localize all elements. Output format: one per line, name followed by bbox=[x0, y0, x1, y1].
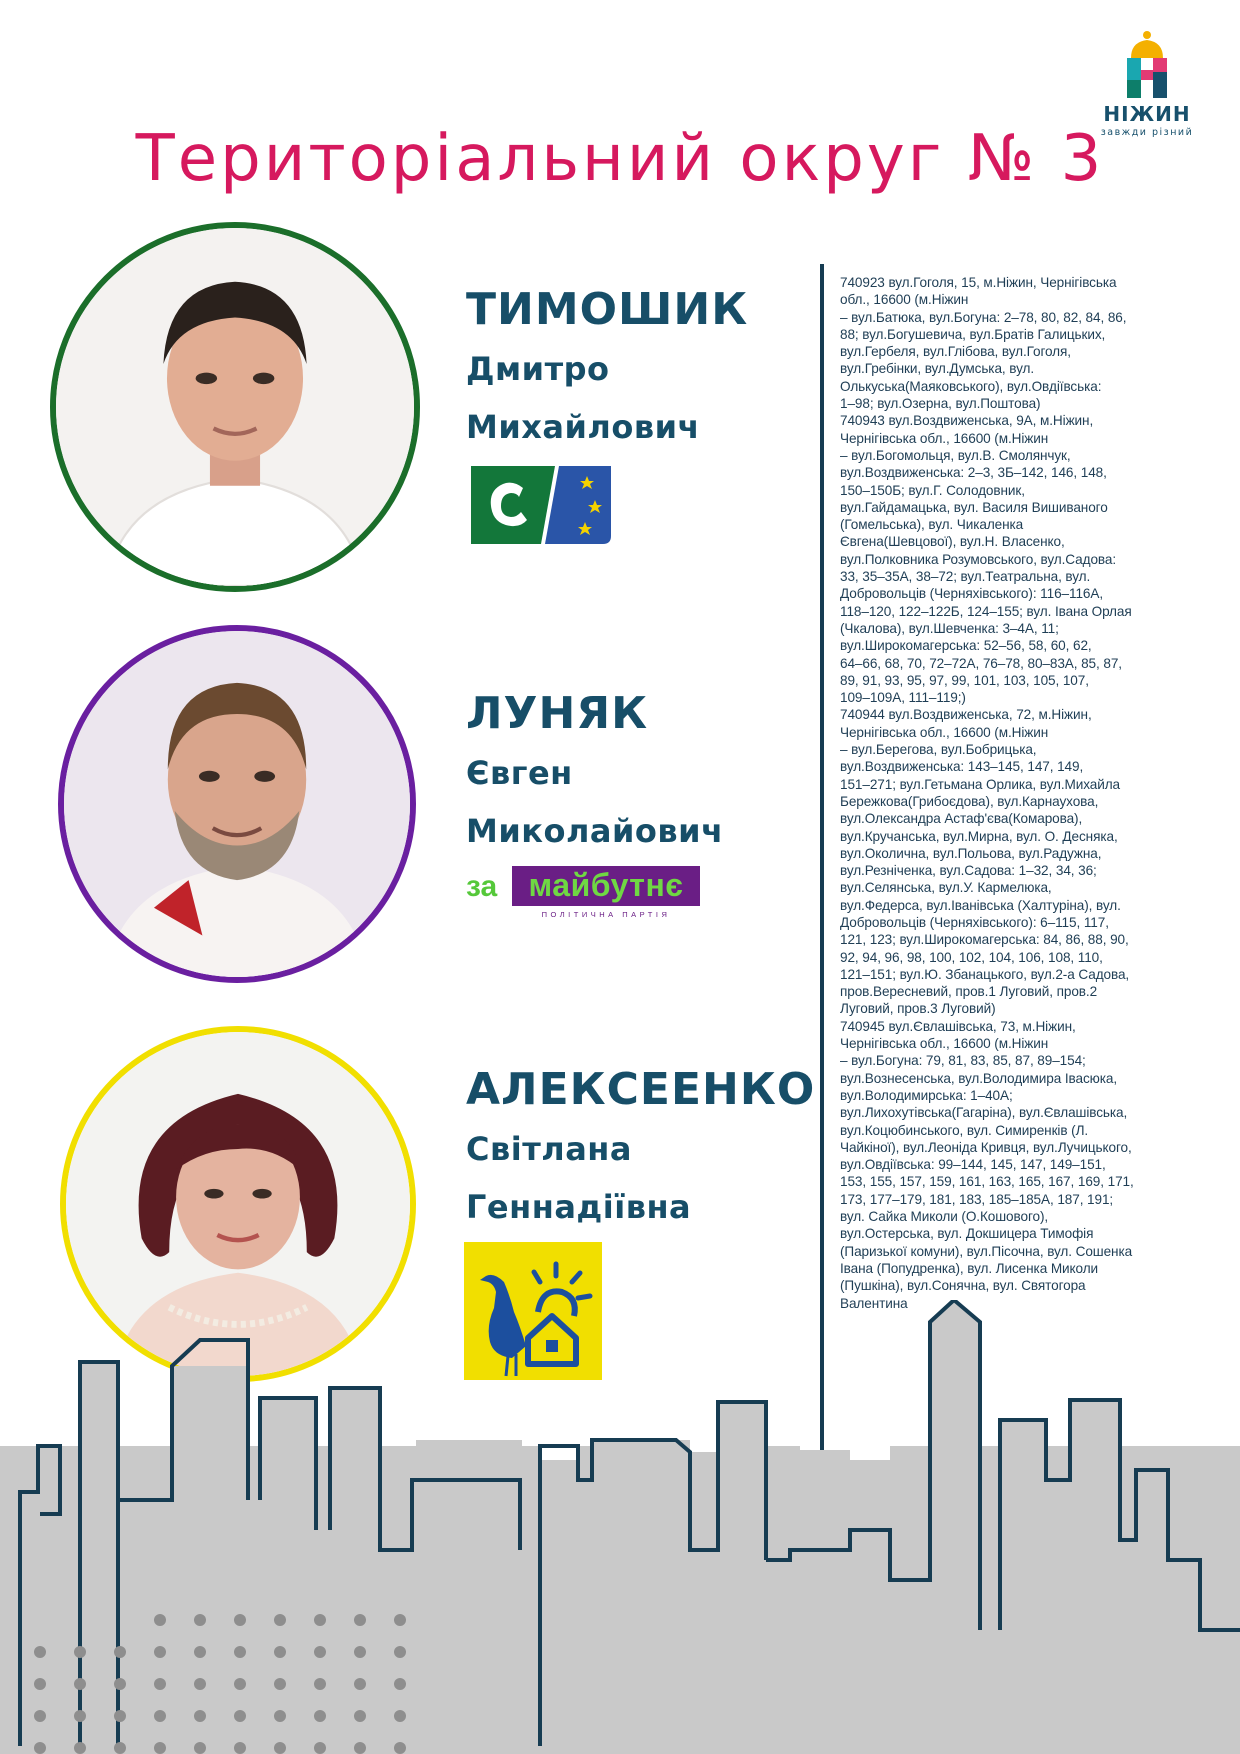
decorative-dot bbox=[74, 1646, 86, 1658]
decorative-dot bbox=[274, 1614, 286, 1626]
decorative-dot bbox=[394, 1742, 406, 1754]
decorative-dot bbox=[234, 1646, 246, 1658]
candidate-patronymic: Михайлович bbox=[466, 408, 700, 446]
address-line: – вул.Богомольця, вул.В. Смолянчук, bbox=[840, 447, 1071, 463]
address-line: вул.Воздвиженська: 143–145, 147, 149, bbox=[840, 759, 1084, 775]
address-line: вул.Олександра Астаф'єва(Комарова), bbox=[840, 811, 1083, 827]
party-logo-za: за bbox=[466, 870, 498, 903]
address-line: вул.Кручанська, вул.Мирна, вул. О. Десняка, bbox=[840, 828, 1118, 844]
polling-stations-list bbox=[840, 274, 1192, 1312]
person-portrait-icon bbox=[56, 228, 414, 586]
decorative-dot bbox=[34, 1710, 46, 1722]
address-line: вул.Вознесенська, вул.Володимира Івасюка, bbox=[840, 1070, 1118, 1086]
address-line: вул.Околична, вул.Польова, вул.Радужна, bbox=[840, 845, 1102, 861]
address-line: 151–271; вул.Гетьмана Орлика, вул.Михайла bbox=[840, 776, 1121, 792]
address-line: вул.Полковника Розумовського, вул.Садова: bbox=[840, 551, 1117, 567]
address-line: вул.Овдіївська: 99–144, 145, 147, 149–151, bbox=[840, 1157, 1106, 1173]
decorative-dot bbox=[394, 1646, 406, 1658]
address-line: 64–66, 68, 70, 72–72А, 76–78, 80–83А, 85, 87, bbox=[840, 655, 1122, 671]
address-line: (Чкалова), вул.Шевченка: 3–4А, 11; bbox=[840, 620, 1059, 636]
decorative-dot bbox=[274, 1742, 286, 1754]
address-line: вул.Володимирська: 1–40А; bbox=[840, 1087, 1013, 1103]
address-line: Чернігівська обл., 16600 (м.Ніжин bbox=[840, 430, 1049, 446]
candidate-3-name bbox=[466, 1060, 815, 1236]
address-line: (Гомельська), вул. Чикаленка bbox=[840, 517, 1024, 533]
candidate-first-name: Дмитро bbox=[466, 350, 610, 388]
candidate-1-photo bbox=[50, 222, 420, 592]
candidate-surname: АЛЕКСЕЕНКО bbox=[466, 1064, 816, 1115]
address-line: 740944 вул.Воздвиженська, 72, м.Ніжин, bbox=[840, 707, 1092, 723]
decorative-dot bbox=[114, 1710, 126, 1722]
address-line: 740923 вул.Гоголя, 15, м.Ніжин, Чернігівська bbox=[840, 275, 1117, 290]
address-line: – вул.Берегова, вул.Бобрицька, bbox=[840, 742, 1037, 758]
decorative-dot bbox=[234, 1742, 246, 1754]
decorative-dot bbox=[274, 1678, 286, 1690]
decorative-dot bbox=[194, 1710, 206, 1722]
address-line: 89, 91, 93, 95, 97, 99, 101, 103, 105, 107, bbox=[840, 672, 1089, 688]
decorative-dot bbox=[394, 1710, 406, 1722]
decorative-dot bbox=[394, 1678, 406, 1690]
address-line: Луговий, пров.3 Луговий) bbox=[840, 1001, 996, 1017]
address-line: вул.Селянська, вул.У. Кармелюка, bbox=[840, 880, 1052, 896]
decorative-dot bbox=[354, 1614, 366, 1626]
decorative-dot bbox=[234, 1614, 246, 1626]
decorative-dot bbox=[34, 1646, 46, 1658]
address-line: (Паризької комуни), вул.Пісочна, вул. Сошенка bbox=[840, 1243, 1133, 1259]
decorative-dot bbox=[194, 1646, 206, 1658]
address-line: вул.Коцюбинського, вул. Симиренків (Л. bbox=[840, 1122, 1089, 1138]
candidate-surname: ЛУНЯК bbox=[466, 688, 649, 739]
address-line: 740943 вул.Воздвиженська, 9А, м.Ніжин, bbox=[840, 413, 1094, 429]
address-line: – вул.Батюка, вул.Богуна: 2–78, 80, 82, 84, 86, bbox=[840, 309, 1127, 325]
address-line: вул. Сайка Миколи (О.Кошового), bbox=[840, 1209, 1049, 1225]
party-logo-subtitle: ПОЛІТИЧНА ПАРТІЯ bbox=[541, 910, 671, 919]
address-line: вул.Воздвиженська: 2–3, 3Б–142, 146, 148, bbox=[840, 465, 1107, 481]
address-line: 740945 вул.Євлашівська, 73, м.Ніжин, bbox=[840, 1018, 1076, 1034]
address-line: 173, 177–179, 181, 183, 185–185А, 187, 191; bbox=[840, 1191, 1114, 1207]
decorative-dot bbox=[194, 1742, 206, 1754]
address-line: вул.Гербеля, вул.Глібова, вул.Гоголя, bbox=[840, 344, 1071, 360]
decorative-dot bbox=[354, 1646, 366, 1658]
person-portrait-icon bbox=[64, 631, 410, 977]
decorative-dot bbox=[194, 1678, 206, 1690]
address-line: Євгена(Шевцової), вул.Н. Власенко, bbox=[840, 534, 1065, 550]
decorative-dot bbox=[314, 1742, 326, 1754]
decorative-dot bbox=[314, 1678, 326, 1690]
address-line: 33, 35–35А, 38–72; вул.Театральна, вул. bbox=[840, 569, 1091, 585]
address-line: 121, 123; вул.Широкомагерська: 84, 86, 88, 90, bbox=[840, 932, 1129, 948]
address-line: Чернігівська обл., 16600 (м.Ніжин bbox=[840, 1036, 1049, 1052]
city-slogan: завжди різний bbox=[1100, 127, 1194, 138]
decorative-dot bbox=[234, 1678, 246, 1690]
decorative-dot bbox=[114, 1742, 126, 1754]
page-title: Територіальний округ № 3 bbox=[135, 122, 1105, 196]
candidate-patronymic: Миколайович bbox=[466, 812, 724, 850]
decorative-dot bbox=[74, 1678, 86, 1690]
decorative-dot bbox=[154, 1710, 166, 1722]
solidarity-party-logo bbox=[471, 466, 611, 544]
address-line: вул.Лихохутівська(Гагаріна), вул.Євлашівська, bbox=[840, 1105, 1128, 1121]
decorative-dot bbox=[154, 1646, 166, 1658]
decorative-dot bbox=[154, 1614, 166, 1626]
decorative-dot bbox=[234, 1710, 246, 1722]
address-line: вул.Резніченка, вул.Садова: 1–32, 34, 36; bbox=[840, 863, 1097, 879]
address-line: Бережкова(Грибоєдова), вул.Карнаухова, bbox=[840, 793, 1099, 809]
solidarity-logo-icon bbox=[471, 466, 611, 544]
decorative-dot bbox=[274, 1710, 286, 1722]
address-line: вул.Широкомагерська: 52–56, 58, 60, 62, bbox=[840, 638, 1092, 654]
address-line: 1–98; вул.Озерна, вул.Поштова) bbox=[840, 396, 1041, 412]
address-line: Чайкіної), вул.Леоніда Кривця, вул.Лучицького, bbox=[840, 1139, 1132, 1155]
address-line: 88; вул.Богушевича, вул.Братів Галицьких, bbox=[840, 326, 1106, 342]
address-line: Івана (Попудренка), вул. Лисенка Миколи bbox=[840, 1260, 1099, 1276]
decorative-dot bbox=[274, 1646, 286, 1658]
decorative-dot bbox=[74, 1710, 86, 1722]
candidate-first-name: Світлана bbox=[466, 1130, 632, 1168]
decorative-dot bbox=[34, 1678, 46, 1690]
address-line: пров.Вересневий, пров.1 Луговий, пров.2 bbox=[840, 984, 1098, 1000]
decorative-dot bbox=[114, 1646, 126, 1658]
candidate-surname: ТИМОШИК bbox=[466, 284, 749, 335]
address-line: Валентина bbox=[840, 1295, 908, 1311]
decorative-dot bbox=[114, 1678, 126, 1690]
candidate-2-photo bbox=[58, 625, 416, 983]
address-line: (Пушкіна), вул.Сонячна, вул. Святогора bbox=[840, 1278, 1086, 1294]
decorative-dot bbox=[154, 1742, 166, 1754]
address-line: Олькуська(Маяковського), вул.Овдіївська: bbox=[840, 378, 1102, 394]
decorative-dot bbox=[34, 1742, 46, 1754]
address-line: 121–151; вул.Ю. Збанацького, вул.2-а Садова, bbox=[840, 966, 1130, 982]
candidate-2-name bbox=[466, 684, 724, 860]
address-line: Добровольців (Черняхівського): 6–115, 117, bbox=[840, 914, 1109, 930]
address-line: – вул.Богуна: 79, 81, 83, 85, 87, 89–154; bbox=[840, 1053, 1086, 1069]
decorative-dot bbox=[314, 1646, 326, 1658]
address-line: вул.Гайдамацька, вул. Василя Вишиваного bbox=[840, 499, 1108, 515]
nizhyn-emblem-icon bbox=[1121, 30, 1173, 100]
decorative-dot bbox=[354, 1678, 366, 1690]
decorative-dot bbox=[394, 1614, 406, 1626]
decorative-dot bbox=[194, 1614, 206, 1626]
decorative-dot bbox=[314, 1614, 326, 1626]
address-line: вул.Гребінки, вул.Думська, вул. bbox=[840, 361, 1034, 377]
address-line: вул.Остерська, вул. Докшицера Тимофія bbox=[840, 1226, 1094, 1242]
city-skyline-illustration bbox=[0, 1300, 1240, 1754]
address-line: 153, 155, 157, 159, 161, 163, 165, 167, 169, 171, bbox=[840, 1174, 1134, 1190]
candidate-patronymic: Геннадіївна bbox=[466, 1188, 692, 1226]
address-line: 92, 94, 96, 98, 100, 102, 104, 106, 108, 110, bbox=[840, 949, 1103, 965]
city-name: НІЖИН bbox=[1103, 102, 1191, 126]
decorative-dot bbox=[354, 1710, 366, 1722]
party-logo-main: майбутнє bbox=[512, 866, 700, 906]
address-line: 150–150Б; вул.Г. Солодовник, bbox=[840, 482, 1025, 498]
decorative-dot bbox=[154, 1678, 166, 1690]
decorative-dot bbox=[354, 1742, 366, 1754]
address-line: Чернігівська обл., 16600 (м.Ніжин bbox=[840, 724, 1049, 740]
decorative-dot bbox=[74, 1742, 86, 1754]
address-line: 118–120, 122–122Б, 124–155; вул. Івана Орлая bbox=[840, 603, 1132, 619]
address-line: Добровольців (Черняхівського): 116–116А, bbox=[840, 586, 1104, 602]
address-line: обл., 16600 (м.Ніжин bbox=[840, 292, 969, 308]
candidate-1-name bbox=[466, 280, 748, 456]
address-line: 109–109А, 111–119;) bbox=[840, 690, 966, 706]
address-line: вул.Федерса, вул.Іванівська (Халтуріна), вул. bbox=[840, 897, 1121, 913]
decorative-dot bbox=[314, 1710, 326, 1722]
za-maibutnie-party-logo bbox=[466, 866, 700, 924]
candidate-first-name: Євген bbox=[466, 754, 573, 792]
